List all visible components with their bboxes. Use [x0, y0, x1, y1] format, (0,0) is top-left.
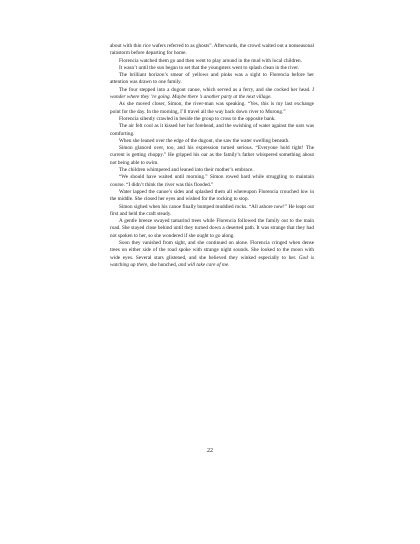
- paragraph: [110, 189, 314, 204]
- paragraph: [110, 101, 314, 116]
- paragraph: [110, 72, 314, 87]
- paragraph: [110, 218, 314, 240]
- text-run: about with thin rice wafers referred to as ghosts”. Afterwards, the crowd waited out a nonseasonal rainstorm before departing for home.: [110, 43, 314, 57]
- paragraph: [110, 240, 314, 269]
- text-run: The four stepped into a dugout canoe, which served as a ferry, and she cocked her head.: [119, 86, 313, 93]
- text-run: “We should have waited until morning.” Simon rowed hard while struggling to maintain course. “I didn’t think the river was this flooded.”: [110, 174, 314, 188]
- text-run: Simon sighed when his canoe finally bumped muddied rocks. “All ashore now!” He leapt out first and held the craft steady.: [110, 203, 314, 217]
- paragraph: [110, 145, 314, 167]
- text-run: The air felt cool as it kissed her hot forehead, and the swishing of water against the oars was comforting.: [110, 123, 314, 137]
- text-run: It wasn’t until the sun began to set that the youngsters went to splash clean in the river.: [119, 64, 299, 71]
- page-number: 22: [207, 448, 213, 454]
- text-run: The children whimpered and leaned into their mother’s embrace.: [119, 167, 254, 174]
- paragraph: [110, 204, 314, 219]
- text-run: Florencia silently crawled in beside the group to cross to the opposite bank.: [119, 115, 276, 122]
- paragraph: [110, 174, 314, 189]
- paragraph: [110, 58, 314, 65]
- italic-text: God is watching up there,: [110, 254, 314, 268]
- text-run: Florencia watched them go and then went to play around in the mud with local children.: [119, 57, 302, 64]
- text-run: As she moved closer, Simon, the river-man was speaking. “Yes, this is my last exchange point for the day. In the morning, I’ll travel all the way back down river to Murong.”: [110, 101, 314, 115]
- text-run: Simon glanced over, too, and his expression turned serious. “Everyone hold tight! The current is getting choppy.” He gripped his oar as the family’s father whispered something about not being able to swim.: [110, 145, 314, 166]
- body-text: [110, 43, 314, 269]
- text-run: A gentle breeze swayed tamarind trees while Florencia followed the family out to the main road. She stayed close behind until they turned down a deserted path. It was strange that they had not spoken to her, so she wondered if she ought to go along.: [110, 218, 314, 239]
- paragraph: [110, 43, 314, 58]
- italic-text: I wonder where they ’re going. Maybe there ’s another party at the next village.: [110, 86, 314, 101]
- paragraph: [110, 87, 314, 102]
- text-run: Soon they vanished from sight, and she continued on alone. Florencia cringed when dense trees on either side of the road spoke with strange night sounds. She looked to the moon with wide eyes. Several stars glistened, and she believed they winked especially to her.: [110, 240, 314, 261]
- paragraph: [110, 123, 314, 138]
- text-run: When she leaned over the edge of the dugout, she saw the water swelling beneath.: [119, 137, 290, 144]
- text-run: Water lapped the canoe’s sides and splashed them all whereupon Florencia crouched low in the middle. She closed her eyes and wished for the rocking to stop.: [110, 188, 314, 203]
- text-run: The brilliant horizon’s smear of yellows and pinks was a sight to Florencia before her attention was drawn to one family.: [110, 72, 314, 86]
- text-run: she hunched,: [148, 261, 179, 268]
- italic-text: and will take care of me.: [178, 261, 230, 268]
